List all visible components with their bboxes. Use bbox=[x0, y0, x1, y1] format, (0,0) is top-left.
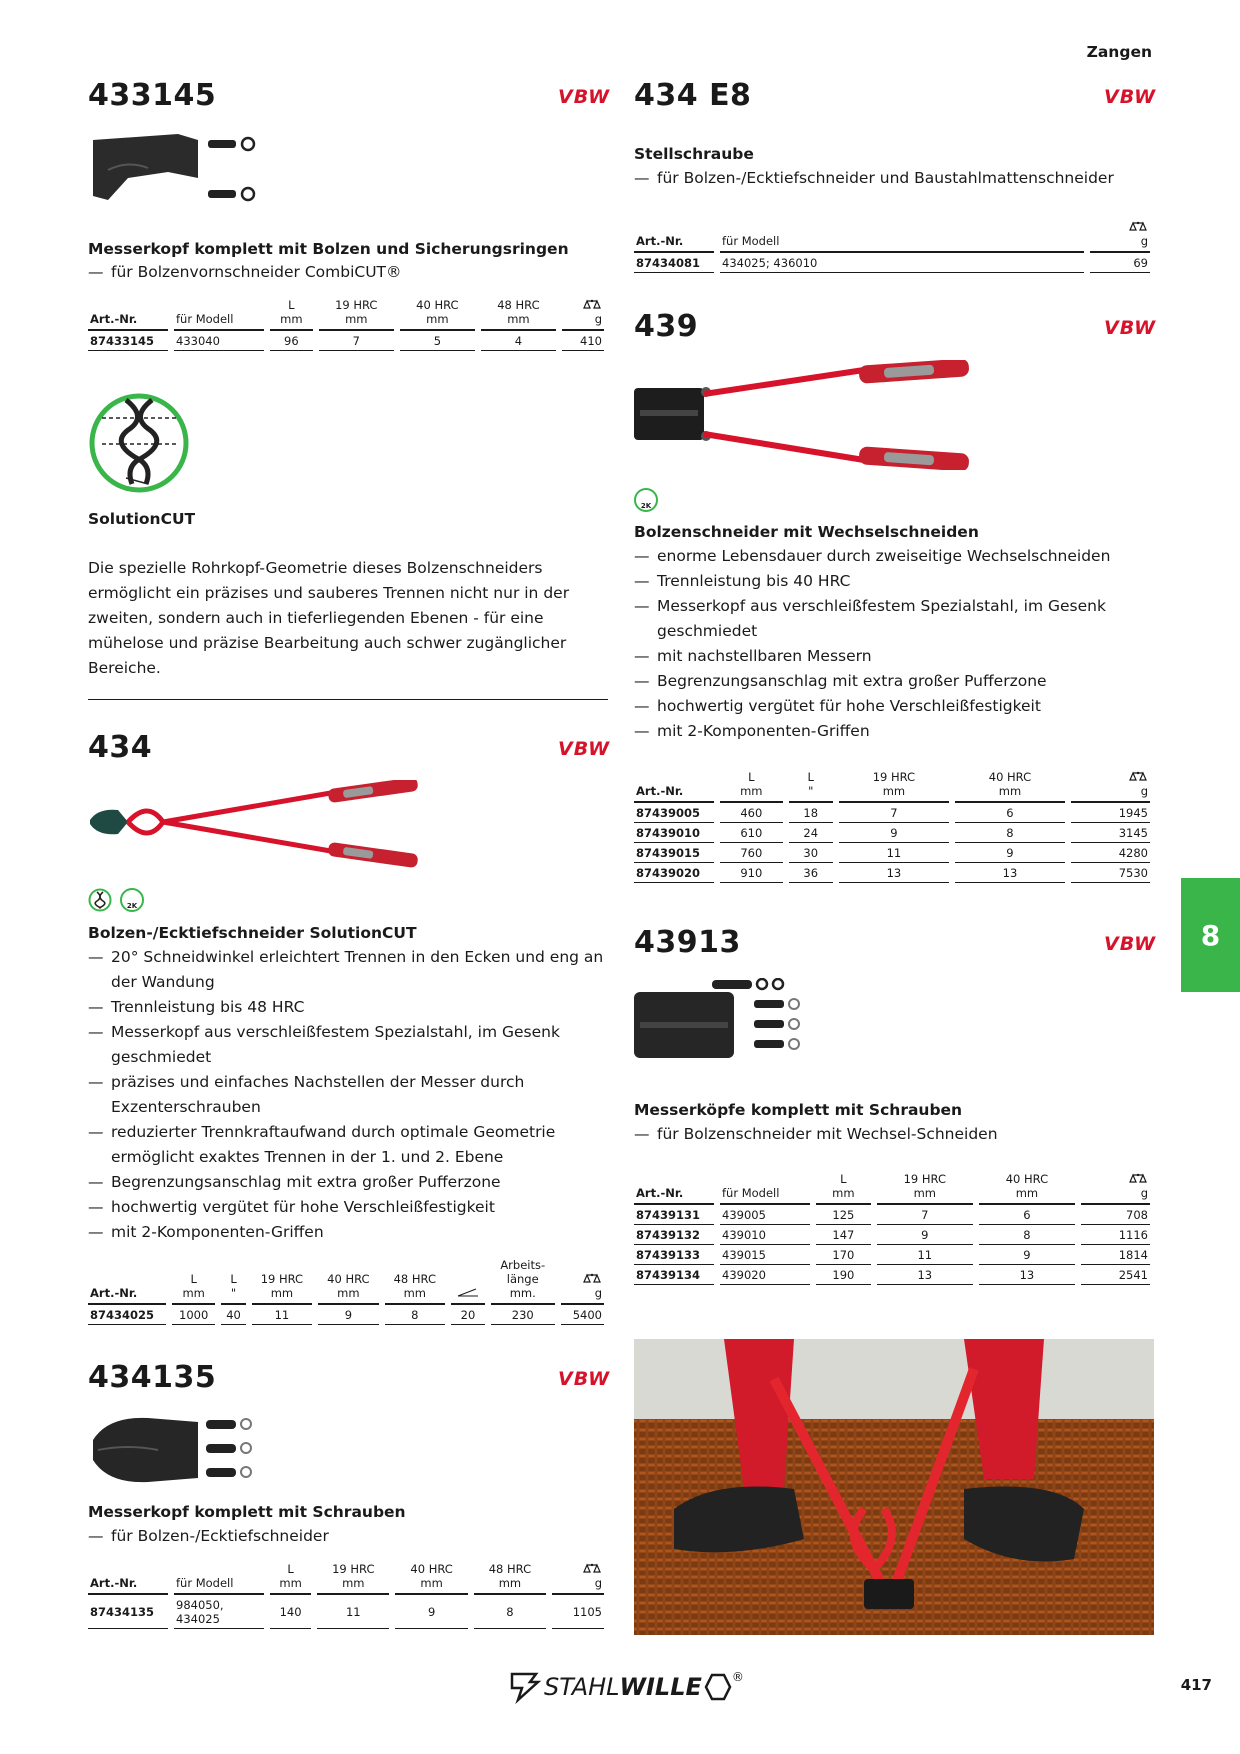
bullet-item: — Trennleistung bis 40 HRC bbox=[634, 569, 1154, 594]
product-image-434135 bbox=[88, 1410, 263, 1490]
bullet-item: — Messerkopf aus verschleißfestem Spezialstahl, im Gesenk geschmiedet bbox=[88, 1020, 608, 1070]
product-title-434135: 434135 bbox=[88, 1360, 217, 1395]
cell: 87439020 bbox=[634, 863, 714, 883]
col-weight: g bbox=[552, 1560, 604, 1595]
col-40hrc: 40 HRC mm bbox=[318, 1256, 378, 1305]
table-row bbox=[634, 1225, 1150, 1245]
cell: 439015 bbox=[720, 1245, 810, 1265]
cell: 6 bbox=[979, 1205, 1075, 1225]
product-title-43913: 43913 bbox=[634, 925, 741, 960]
cell: 1814 bbox=[1081, 1245, 1150, 1265]
cell: 36 bbox=[789, 863, 833, 883]
product-heading-43913: Messerköpfe komplett mit Schrauben bbox=[634, 1101, 963, 1119]
cell: 87439010 bbox=[634, 823, 714, 843]
cell: 30 bbox=[789, 843, 833, 863]
product-title-434: 434 bbox=[88, 730, 153, 765]
product-heading-433145: Messerkopf komplett mit Bolzen und Sicherungsringen bbox=[88, 240, 569, 258]
cell: 87439133 bbox=[634, 1245, 714, 1265]
cell: 910 bbox=[720, 863, 783, 883]
scale-icon bbox=[1128, 1173, 1148, 1183]
col-40hrc: 40 HRC mm bbox=[955, 768, 1065, 803]
product-image-439 bbox=[634, 360, 974, 470]
col-art-nr: Art.-Nr. bbox=[634, 768, 714, 803]
col-l: L mm bbox=[270, 296, 313, 331]
col-19hrc: 19 HRC mm bbox=[317, 1560, 389, 1595]
col-l: L mm bbox=[270, 1560, 311, 1595]
cell: 1105 bbox=[552, 1595, 604, 1629]
cell: 410 bbox=[562, 331, 604, 351]
cell: 1116 bbox=[1081, 1225, 1150, 1245]
vbw-badge: VBW bbox=[558, 1368, 611, 1390]
bullet-list-43913 bbox=[634, 1122, 1154, 1147]
scale-icon bbox=[1128, 221, 1148, 231]
cell: 11 bbox=[317, 1595, 389, 1629]
bullet-item: — für Bolzen-/Ecktiefschneider bbox=[88, 1524, 608, 1549]
cell: 8 bbox=[474, 1595, 546, 1629]
bullet-item: — präzises und einfaches Nachstellen der Messer durch Exzenterschrauben bbox=[88, 1070, 608, 1120]
solutioncut-heading: SolutionCUT bbox=[88, 510, 196, 528]
col-48hrc: 48 HRC mm bbox=[474, 1560, 546, 1595]
cell: 11 bbox=[252, 1305, 312, 1325]
cell: 7 bbox=[839, 803, 949, 823]
vbw-badge: VBW bbox=[1104, 86, 1157, 108]
cell: 439010 bbox=[720, 1225, 810, 1245]
cell: 9 bbox=[839, 823, 949, 843]
col-weight: g bbox=[561, 1256, 604, 1305]
solutioncut-icon bbox=[88, 392, 190, 494]
hex-logo-icon bbox=[704, 1673, 732, 1701]
cell: 11 bbox=[839, 843, 949, 863]
product-image-434 bbox=[88, 780, 433, 875]
cell: 96 bbox=[270, 331, 313, 351]
table-row bbox=[634, 1265, 1150, 1285]
cell: 87434081 bbox=[634, 253, 714, 273]
cell: 125 bbox=[816, 1205, 871, 1225]
table-row bbox=[634, 803, 1150, 823]
col-l-mm: L mm bbox=[172, 1256, 215, 1305]
col-19hrc: 19 HRC mm bbox=[877, 1170, 973, 1205]
bullet-list-434 bbox=[88, 945, 608, 1245]
cell: 439020 bbox=[720, 1265, 810, 1285]
cell: 984050, 434025 bbox=[174, 1595, 264, 1629]
cell: 7530 bbox=[1071, 863, 1150, 883]
usage-photo bbox=[634, 1339, 1154, 1635]
cell: 11 bbox=[877, 1245, 973, 1265]
col-model: für Modell bbox=[174, 296, 264, 331]
col-weight: g bbox=[562, 296, 604, 331]
product-heading-434e8: Stellschraube bbox=[634, 145, 754, 163]
table-row bbox=[88, 331, 604, 351]
scale-icon bbox=[582, 1273, 602, 1283]
col-model: für Modell bbox=[720, 1170, 810, 1205]
col-19hrc: 19 HRC mm bbox=[252, 1256, 312, 1305]
wrench-logo-icon bbox=[508, 1670, 542, 1704]
col-48hrc: 48 HRC mm bbox=[481, 296, 556, 331]
col-working-length: Arbeits- länge mm. bbox=[491, 1256, 555, 1305]
cell: 9 bbox=[979, 1245, 1075, 1265]
vbw-badge: VBW bbox=[558, 738, 611, 760]
cell: 6 bbox=[955, 803, 1065, 823]
bullet-item: — mit 2-Komponenten-Griffen bbox=[88, 1220, 608, 1245]
bullet-item: — reduzierter Trennkraftaufwand durch optimale Geometrie ermöglicht exaktes Trennen in der 1. und 2. Ebene bbox=[88, 1120, 608, 1170]
col-l-inch: L " bbox=[789, 768, 833, 803]
product-heading-434135: Messerkopf komplett mit Schrauben bbox=[88, 1503, 406, 1521]
table-row bbox=[634, 843, 1150, 863]
cell: 87439005 bbox=[634, 803, 714, 823]
cell: 434025; 436010 bbox=[720, 253, 1084, 273]
cell: 87433145 bbox=[88, 331, 168, 351]
bullet-item: — für Bolzenvornschneider CombiCUT® bbox=[88, 260, 608, 285]
cell: 610 bbox=[720, 823, 783, 843]
product-heading-439: Bolzenschneider mit Wechselschneiden bbox=[634, 523, 979, 541]
logo-text-stahl: STAHL bbox=[544, 1673, 620, 1701]
bullet-list-434e8 bbox=[634, 166, 1154, 191]
cell: 13 bbox=[979, 1265, 1075, 1285]
scale-icon bbox=[582, 1563, 602, 1573]
scale-icon bbox=[582, 299, 602, 309]
cell: 87439132 bbox=[634, 1225, 714, 1245]
cell: 7 bbox=[319, 331, 394, 351]
cell: 9 bbox=[955, 843, 1065, 863]
cell: 460 bbox=[720, 803, 783, 823]
stahlwille-logo bbox=[508, 1670, 744, 1704]
cell: 8 bbox=[979, 1225, 1075, 1245]
cell: 87439134 bbox=[634, 1265, 714, 1285]
cell: 87434025 bbox=[88, 1305, 166, 1325]
spec-table-439 bbox=[628, 768, 1156, 883]
cell: 3145 bbox=[1071, 823, 1150, 843]
spec-table-43913 bbox=[628, 1170, 1156, 1285]
col-l-mm: L mm bbox=[720, 768, 783, 803]
cell: 1000 bbox=[172, 1305, 215, 1325]
table-row bbox=[634, 1245, 1150, 1265]
spec-table-434135 bbox=[82, 1560, 610, 1629]
page-category: Zangen bbox=[1086, 43, 1152, 61]
col-weight: g bbox=[1081, 1170, 1150, 1205]
bullet-item: — Begrenzungsanschlag mit extra großer Pufferzone bbox=[88, 1170, 608, 1195]
bullet-item: — hochwertig vergütet für hohe Verschleißfestigkeit bbox=[634, 694, 1154, 719]
table-row bbox=[634, 253, 1150, 273]
table-row bbox=[88, 1595, 604, 1629]
page-number: 417 bbox=[1180, 1676, 1212, 1694]
cell: 4280 bbox=[1071, 843, 1150, 863]
cell: 87439015 bbox=[634, 843, 714, 863]
table-row bbox=[634, 863, 1150, 883]
cell: 40 bbox=[221, 1305, 245, 1325]
angle-icon bbox=[457, 1287, 479, 1297]
col-art-nr: Art.-Nr. bbox=[634, 218, 714, 253]
bullet-list-433145 bbox=[88, 260, 608, 285]
product-title-434e8: 434 E8 bbox=[634, 78, 752, 113]
cell: 170 bbox=[816, 1245, 871, 1265]
cell: 439005 bbox=[720, 1205, 810, 1225]
cell: 87434135 bbox=[88, 1595, 168, 1629]
logo-text-wille: WILLE bbox=[619, 1673, 702, 1701]
cell: 9 bbox=[877, 1225, 973, 1245]
col-40hrc: 40 HRC mm bbox=[395, 1560, 467, 1595]
col-art-nr: Art.-Nr. bbox=[88, 1560, 168, 1595]
section-divider bbox=[88, 699, 608, 700]
cell: 18 bbox=[789, 803, 833, 823]
col-weight: g bbox=[1090, 218, 1150, 253]
bullet-item: — Messerkopf aus verschleißfestem Spezialstahl, im Gesenk geschmiedet bbox=[634, 594, 1154, 644]
product-title-433145: 433145 bbox=[88, 78, 217, 113]
cell: 147 bbox=[816, 1225, 871, 1245]
cell: 13 bbox=[877, 1265, 973, 1285]
cell: 20 bbox=[451, 1305, 485, 1325]
cell: 433040 bbox=[174, 331, 264, 351]
cell: 13 bbox=[955, 863, 1065, 883]
cell: 140 bbox=[270, 1595, 311, 1629]
cell: 24 bbox=[789, 823, 833, 843]
col-weight: g bbox=[1071, 768, 1150, 803]
cell: 4 bbox=[481, 331, 556, 351]
col-art-nr: Art.-Nr. bbox=[634, 1170, 714, 1205]
cell: 9 bbox=[318, 1305, 378, 1325]
cell: 69 bbox=[1090, 253, 1150, 273]
product-image-433145 bbox=[88, 130, 263, 210]
col-model: für Modell bbox=[174, 1560, 264, 1595]
bullet-item: — mit nachstellbaren Messern bbox=[634, 644, 1154, 669]
cell: 760 bbox=[720, 843, 783, 863]
cell: 230 bbox=[491, 1305, 555, 1325]
vbw-badge: VBW bbox=[1104, 317, 1157, 339]
bullet-item: — für Bolzen-/Ecktiefschneider und Baustahlmattenschneider bbox=[634, 166, 1154, 191]
cell: 9 bbox=[395, 1595, 467, 1629]
col-l-inch: L " bbox=[221, 1256, 245, 1305]
col-art-nr: Art.-Nr. bbox=[88, 1256, 166, 1305]
col-model: für Modell bbox=[720, 218, 1084, 253]
solutioncut-description: Die spezielle Rohrkopf-Geometrie dieses Bolzenschneiders ermöglicht ein präzises und sauberes Trennen nicht nur in der zweiten, sondern auch in tieferliegenden Ebenen - für eine mühelose und präzise Bearbeitung auch schwer zugänglicher Bereiche. bbox=[88, 559, 570, 677]
vbw-badge: VBW bbox=[1104, 933, 1157, 955]
chapter-tab: 8 bbox=[1181, 878, 1240, 992]
product-heading-434: Bolzen-/Ecktiefschneider SolutionCUT bbox=[88, 924, 417, 942]
2k-icon: 2K bbox=[120, 888, 144, 912]
solutioncut-small-icon bbox=[88, 888, 112, 912]
cell: 5 bbox=[400, 331, 475, 351]
col-19hrc: 19 HRC mm bbox=[839, 768, 949, 803]
cell: 5400 bbox=[561, 1305, 604, 1325]
col-angle bbox=[451, 1256, 485, 1305]
col-l: L mm bbox=[816, 1170, 871, 1205]
registered-mark: ® bbox=[731, 1670, 744, 1684]
bullet-list-439 bbox=[634, 544, 1154, 744]
scale-icon bbox=[1128, 771, 1148, 781]
bullet-list-434135 bbox=[88, 1524, 608, 1549]
cell: 87439131 bbox=[634, 1205, 714, 1225]
table-row bbox=[634, 1205, 1150, 1225]
bullet-item: — hochwertig vergütet für hohe Verschleißfestigkeit bbox=[88, 1195, 608, 1220]
spec-table-434e8 bbox=[628, 218, 1156, 273]
2k-icon: 2K bbox=[634, 488, 658, 512]
cell: 708 bbox=[1081, 1205, 1150, 1225]
cell: 1945 bbox=[1071, 803, 1150, 823]
cell: 7 bbox=[877, 1205, 973, 1225]
table-row bbox=[88, 1305, 604, 1325]
cell: 8 bbox=[955, 823, 1065, 843]
cell: 13 bbox=[839, 863, 949, 883]
bullet-item: — enorme Lebensdauer durch zweiseitige Wechselschneiden bbox=[634, 544, 1154, 569]
spec-table-434 bbox=[82, 1256, 610, 1325]
col-40hrc: 40 HRC mm bbox=[979, 1170, 1075, 1205]
bullet-item: — 20° Schneidwinkel erleichtert Trennen in den Ecken und eng an der Wandung bbox=[88, 945, 608, 995]
col-48hrc: 48 HRC mm bbox=[385, 1256, 445, 1305]
bullet-item: — Trennleistung bis 48 HRC bbox=[88, 995, 608, 1020]
table-row bbox=[634, 823, 1150, 843]
product-image-43913 bbox=[634, 978, 809, 1063]
cell: 8 bbox=[385, 1305, 445, 1325]
spec-table-433145 bbox=[82, 296, 610, 351]
vbw-badge: VBW bbox=[558, 86, 611, 108]
bullet-item: — Begrenzungsanschlag mit extra großer Pufferzone bbox=[634, 669, 1154, 694]
col-19hrc: 19 HRC mm bbox=[319, 296, 394, 331]
col-art-nr: Art.-Nr. bbox=[88, 296, 168, 331]
cell: 2541 bbox=[1081, 1265, 1150, 1285]
cell: 190 bbox=[816, 1265, 871, 1285]
product-title-439: 439 bbox=[634, 309, 699, 344]
bullet-item: — mit 2-Komponenten-Griffen bbox=[634, 719, 1154, 744]
col-40hrc: 40 HRC mm bbox=[400, 296, 475, 331]
bullet-item: — für Bolzenschneider mit Wechsel-Schneiden bbox=[634, 1122, 1154, 1147]
